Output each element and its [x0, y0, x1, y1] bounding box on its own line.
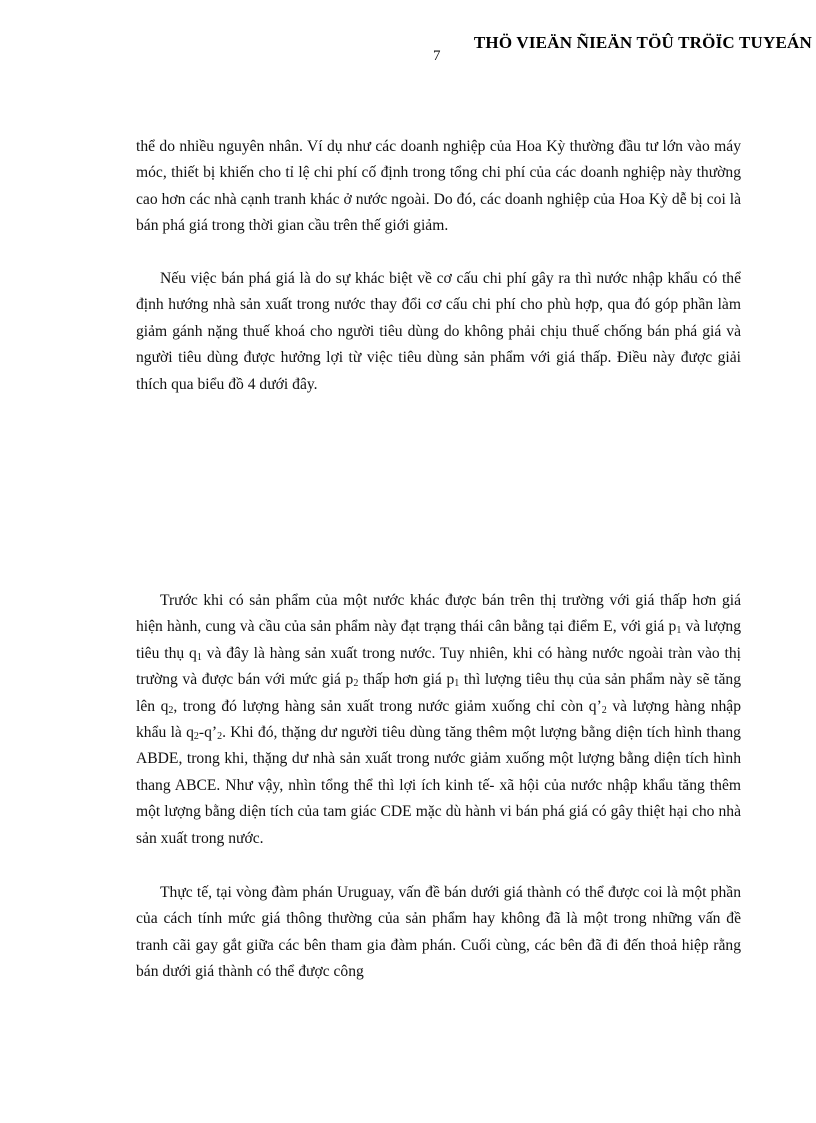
paragraph-2: Nếu việc bán phá giá là do sự khác biệt về cơ cấu chi phí gây ra thì nước nhập khẩu có thể định hướng nhà sản xuất trong nước thay đổi cơ cấu chi phí cho phù hợp, qua đó góp phần làm giảm gánh nặng thuế khoá cho người tiêu dùng do không phải chịu thuế chống bán phá giá và người tiêu dùng được hưởng lợi từ việc tiêu dùng sản phẩm với giá thấp. Điều này được giải thích qua biểu đồ 4 dưới đây.	[136, 270, 741, 393]
p3-text-5: thì lượng tiêu thụ của sản phẩm này sẽ tăng lên q	[136, 671, 741, 715]
p3-text-4: thấp hơn giá p	[358, 671, 455, 689]
p3-sub-2: 1	[196, 651, 202, 663]
p3-sub-4: 1	[454, 678, 460, 690]
p3-text-3: và đây là hàng sản xuất trong nước. Tuy nhiên, khi có hàng nước ngoài tràn vào thị trường và được bán với mức giá p	[136, 644, 741, 689]
p3-sub-8: 2	[217, 731, 223, 743]
p3-text-2: và lượng tiêu thụ q	[136, 618, 741, 662]
paragraph-4: Thực tế, tại vòng đàm phán Uruguay, vấn đề bán dưới giá thành có thể được coi là một phần của cách tính mức giá thông thường của sản phẩm hay không đã là một trong những vấn đề tranh cãi gay gắt giữa các bên tham gia đàm phán. Cuối cùng, các bên đã đi đến thoả hiệp rằng bán dưới giá thành có thể được công	[136, 884, 741, 981]
p3-text-9: . Khi đó, thặng dư người tiêu dùng tăng thêm một lượng bằng diện tích hình thang ABDE, trong khi, thặng dư nhà sản xuất trong nước giảm xuống một lượng bằng diện tích hình thang ABCE. Như vậy, nhìn tổng thể thì lợi ích kinh tế- xã hội của nước nhập khẩu tăng thêm một lượng bằng diện tích của tam giác CDE mặc dù hành vi bán phá giá có gây thiệt hại cho nhà sản xuất trong nước.	[136, 724, 741, 847]
p3-text-6: , trong đó lượng hàng sản xuất trong nước giảm xuống chỉ còn q’	[173, 697, 602, 715]
paragraph-3	[136, 588, 741, 852]
p3-sub-3: 2	[353, 678, 359, 690]
p3-sub-1: 1	[676, 625, 682, 637]
p3-text-1: Trước khi có sản phẩm của một nước khác được bán trên thị trường với giá thấp hơn giá hiện hành, cung và cầu của sản phẩm này đạt trạng thái cân bằng tại điểm E, với giá p	[136, 592, 741, 636]
p3-sub-5: 2	[168, 704, 174, 716]
p3-text-8: -q’	[198, 724, 218, 742]
page-number: 7	[433, 48, 441, 64]
p3-sub-6: 2	[601, 704, 607, 716]
p3-sub-7: 2	[193, 731, 199, 743]
page-header-title: THÖ VIEÄN ÑIEÄN TÖÛ TRÖÏC TUYEÁN	[473, 33, 812, 52]
p3-text-7: và lượng hàng nhập khẩu là q	[136, 697, 742, 742]
paragraph-1: thể do nhiều nguyên nhân. Ví dụ như các doanh nghiệp của Hoa Kỳ thường đầu tư lớn vào máy móc, thiết bị khiến cho tỉ lệ chi phí cố định trong tổng chi phí của các doanh nghiệp này thường cao hơn các nhà cạnh tranh khác ở nước ngoài. Do đó, các doanh nghiệp của Hoa Kỳ dễ bị coi là bán phá giá trong thời gian cầu trên thế giới giảm.	[136, 138, 741, 235]
